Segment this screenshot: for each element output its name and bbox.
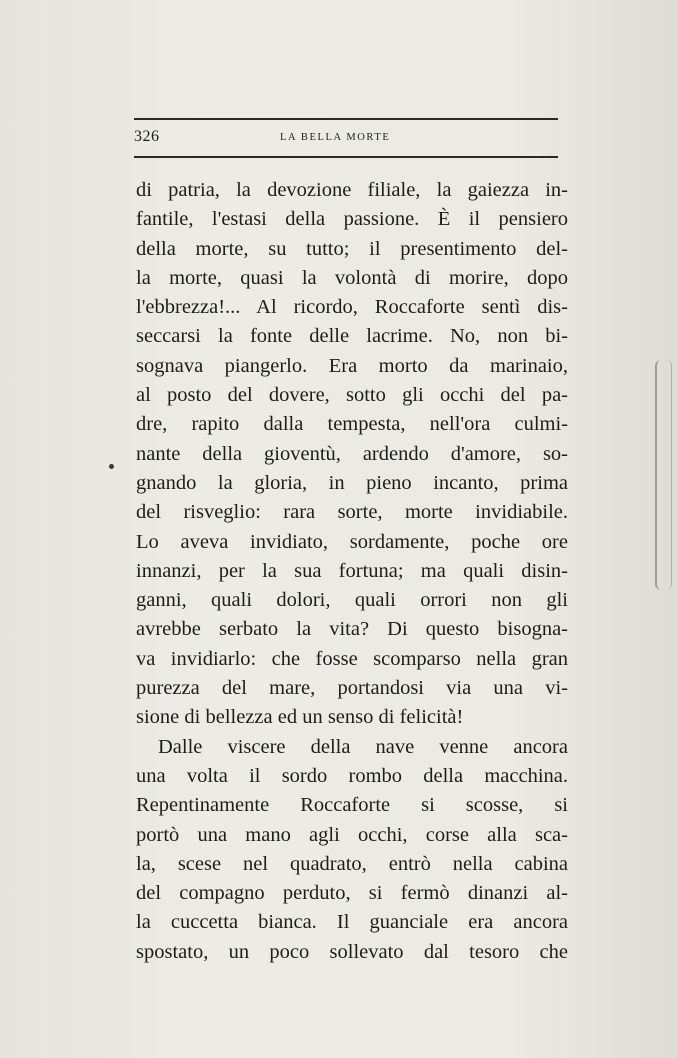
text-line: della morte, su tutto; il presentimento del- bbox=[136, 237, 568, 260]
text-line: nante della gioventù, ardendo d'amore, so- bbox=[136, 442, 568, 465]
text-line: del risveglio: rara sorte, morte invidiabile. bbox=[136, 501, 568, 524]
text-line: fantile, l'estasi della passione. È il pensiero bbox=[136, 208, 568, 231]
text-line: del compagno perduto, si fermò dinanzi al- bbox=[136, 882, 568, 905]
text-line: dre, rapito dalla tempesta, nell'ora culmi- bbox=[136, 413, 568, 436]
body-text bbox=[136, 176, 568, 967]
running-title: LA BELLA MORTE bbox=[280, 132, 391, 143]
page-number: 326 bbox=[134, 128, 160, 145]
text-line: Lo aveva invidiato, sordamente, poche ore bbox=[136, 530, 568, 553]
text-line: di patria, la devozione filiale, la gaiezza in- bbox=[136, 179, 568, 201]
text-line: avrebbe serbato la vita? Di questo bisogna- bbox=[136, 618, 568, 641]
page-header bbox=[134, 118, 558, 158]
text-line: purezza del mare, portandosi via una vi- bbox=[136, 677, 568, 700]
text-line: l'ebbrezza!... Al ricordo, Roccaforte sentì dis- bbox=[136, 296, 568, 319]
header-rule-top bbox=[134, 118, 558, 120]
text-line: portò una mano agli occhi, corse alla sca- bbox=[136, 823, 568, 846]
text-line: seccarsi la fonte delle lacrime. No, non bi- bbox=[136, 325, 568, 348]
text-line: gnando la gloria, in pieno incanto, prima bbox=[136, 471, 568, 494]
text-line: spostato, un poco sollevato dal tesoro che bbox=[136, 940, 568, 963]
text-line: una volta il sordo rombo della macchina. bbox=[136, 764, 568, 787]
text-line: la cuccetta bianca. Il guanciale era ancora bbox=[136, 911, 568, 934]
text-line: la, scese nel quadrato, entrò nella cabina bbox=[136, 852, 568, 875]
header-rule-bottom bbox=[134, 156, 558, 158]
text-line: ganni, quali dolori, quali orrori non gli bbox=[136, 589, 568, 612]
text-line: sognava piangerlo. Era morto da marinaio, bbox=[136, 354, 568, 377]
text-line: sione di bellezza ed un senso di felicità! bbox=[136, 706, 464, 729]
text-line: Repentinamente Roccaforte si scosse, si bbox=[136, 794, 568, 817]
page-edge-bracket bbox=[655, 360, 672, 590]
text-line: va invidiarlo: che fosse scomparso nella gran bbox=[136, 647, 568, 670]
text-line: Dalle viscere della nave venne ancora bbox=[158, 735, 568, 758]
text-line: al posto del dovere, sotto gli occhi del pa- bbox=[136, 384, 568, 407]
text-line: la morte, quasi la volontà di morire, dopo bbox=[136, 266, 568, 289]
text-line: innanzi, per la sua fortuna; ma quali disin- bbox=[136, 559, 568, 582]
margin-mark bbox=[109, 464, 114, 469]
